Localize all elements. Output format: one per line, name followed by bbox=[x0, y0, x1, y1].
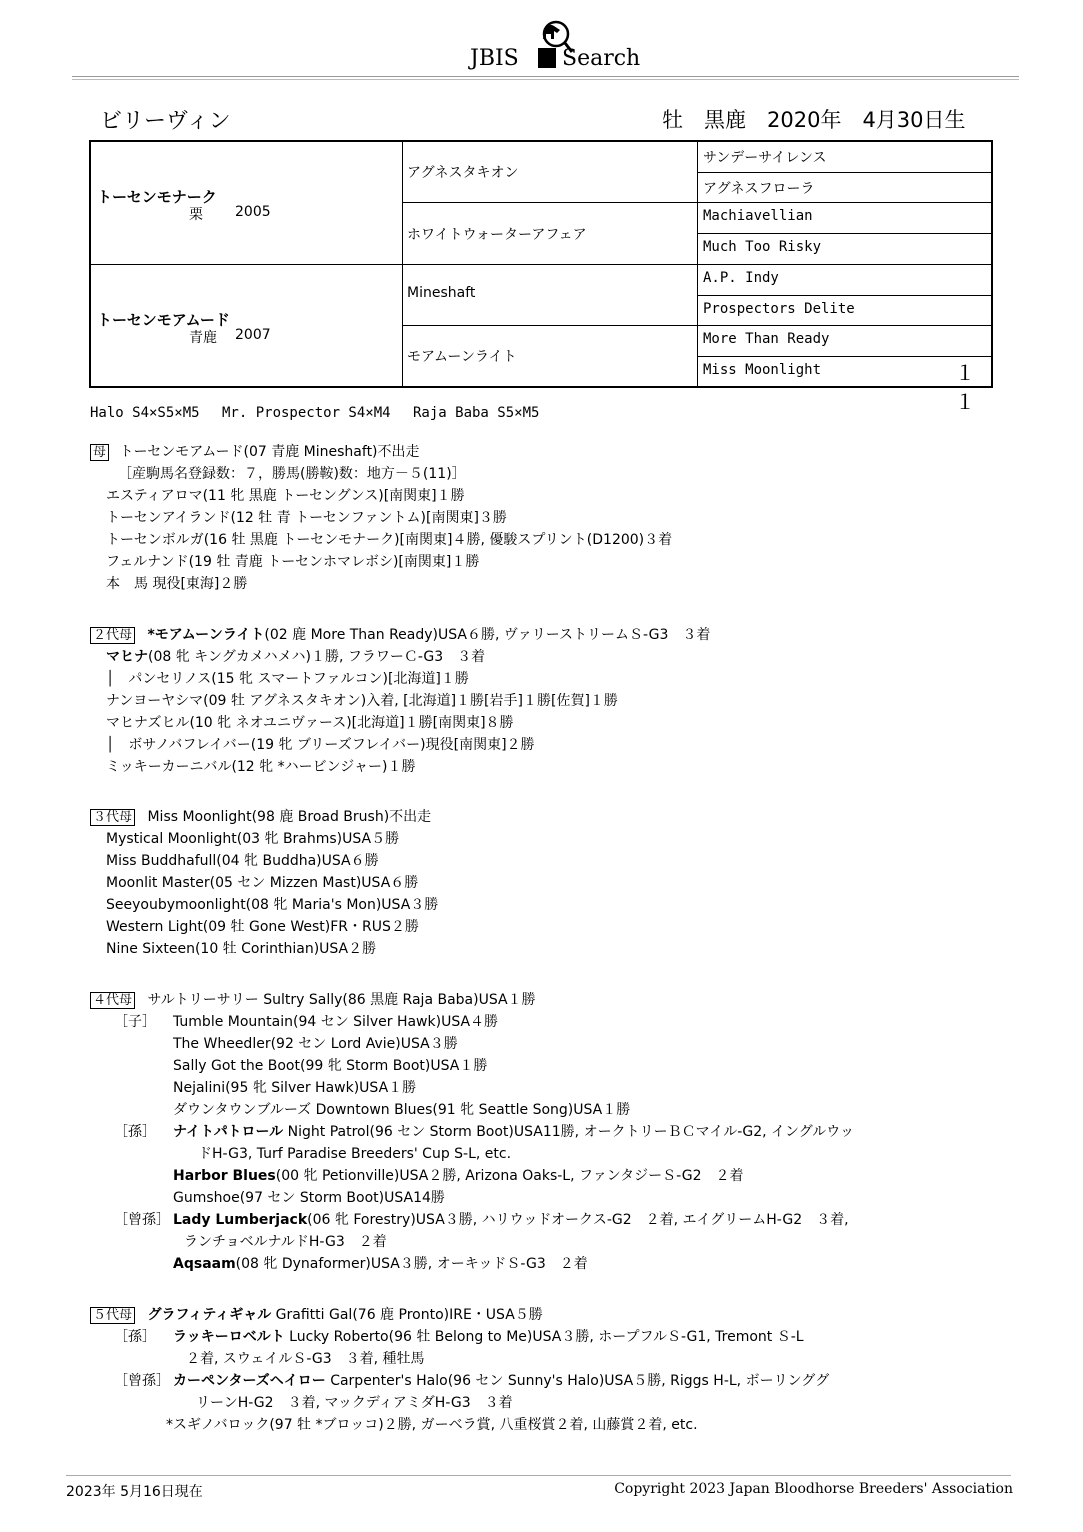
section-5th-dam bbox=[90, 1304, 543, 1324]
label-children: ［子］ bbox=[114, 1014, 156, 1030]
section-head: Grafitti Gal(76 鹿 Pronto)IRE・USA５勝 bbox=[271, 1307, 543, 1323]
gen3-name: サンデーサイレンス bbox=[703, 150, 827, 166]
list-item: フェルナンド(19 牡 青鹿 トーセンホマレボシ)[南関東]１勝 bbox=[106, 554, 480, 570]
section-3rd-dam bbox=[90, 806, 431, 826]
sire-name: トーセンモナーク bbox=[97, 188, 217, 206]
list-item: エスティアロマ(11 牝 黒鹿 トーセングンス)[南関東]１勝 bbox=[106, 488, 465, 504]
list-item-bold: Aqsaam bbox=[173, 1256, 236, 1272]
list-item bbox=[106, 646, 485, 666]
gen3-name: Miss Moonlight bbox=[703, 362, 822, 378]
section-2nd-dam bbox=[90, 624, 710, 644]
list-item-bold: ラッキーロベルト bbox=[173, 1329, 285, 1345]
list-item: │ ボサノバフレイバー(19 牝 ブリーズフレイバー)現役[南関東]２勝 bbox=[106, 737, 535, 753]
label-great-grandchildren: ［曾孫］ bbox=[114, 1373, 170, 1389]
list-item-text: Carpenter's Halo(96 セン Sunny's Halo)USA５勝, Riggs H-L, ボーリンググ bbox=[325, 1373, 830, 1389]
list-item: ナンヨーヤシマ(09 牡 アグネスタキオン)入着, [北海道]１勝[岩手]１勝[佐賀]１勝 bbox=[106, 693, 618, 709]
list-item: │ パンセリノス(15 牝 スマートファルコン)[北海道]１勝 bbox=[106, 671, 469, 687]
list-item: 本 馬 現役[東海]２勝 bbox=[106, 576, 248, 592]
list-item-bold: カーペンターズヘイロー bbox=[173, 1373, 326, 1389]
sire-year: 2005 bbox=[235, 204, 271, 220]
pedigree-sire-cell bbox=[91, 142, 403, 265]
pedigree-gen2-cell bbox=[403, 142, 698, 203]
section-4th-dam bbox=[90, 989, 536, 1009]
list-item-bold: マヒナ bbox=[106, 649, 148, 665]
gen2-name: ホワイトウォーターアフェア bbox=[407, 227, 587, 243]
horse-birth-info: 牡 黒鹿 2020年 4月30日生 bbox=[662, 108, 966, 132]
logo-text-jbis: JBIS bbox=[470, 46, 519, 71]
section-head-bold: グラフィティギャル bbox=[147, 1307, 272, 1323]
label-grandchildren: ［孫］ bbox=[114, 1124, 156, 1140]
pedigree-gen2-cell bbox=[403, 265, 698, 326]
pedigree-gen3-cell bbox=[698, 173, 991, 203]
list-item-text: Lucky Roberto(96 牡 Belong to Me)USA３勝, ホープフルＳ-G1, Tremont Ｓ-L bbox=[284, 1329, 804, 1345]
list-item: トーセンアイランド(12 牡 青 トーセンファントム)[南関東]３勝 bbox=[106, 510, 507, 526]
footer-divider bbox=[66, 1475, 1011, 1476]
list-item-text: (08 牝 キングカメハメハ)１勝, フラワーＣ-G3 ３着 bbox=[148, 649, 486, 665]
pedigree-gen3-cell bbox=[698, 234, 991, 265]
section-tag: ２代母 bbox=[90, 627, 135, 644]
gen3-name: A.P. Indy bbox=[703, 270, 779, 286]
section-head-bold: *モアムーンライト bbox=[147, 627, 265, 643]
section-tag: ３代母 bbox=[90, 809, 135, 826]
header-divider bbox=[72, 76, 1019, 77]
list-item-text: (08 牝 Dynaformer)USA３勝, オーキッドＳ-G3 ２着 bbox=[235, 1256, 588, 1272]
label-grandchildren: ［孫］ bbox=[114, 1329, 156, 1345]
horse-name: ビリーヴィン bbox=[100, 109, 231, 134]
pedigree-gen3-cell bbox=[698, 203, 991, 234]
section-tag: ４代母 bbox=[90, 992, 135, 1009]
list-item: ダウンタウンブルーズ Downtown Blues(91 牝 Seattle Song)USA１勝 bbox=[173, 1102, 631, 1118]
list-item: マヒナズヒル(10 牝 ネオユニヴァース)[北海道]１勝[南関東]８勝 bbox=[106, 715, 514, 731]
list-item: Nejalini(95 牝 Silver Hawk)USA１勝 bbox=[173, 1080, 417, 1096]
gen2-name: モアムーンライト bbox=[407, 349, 517, 365]
list-item: Nine Sixteen(10 牡 Corinthian)USA２勝 bbox=[106, 941, 377, 957]
dam-color: 青鹿 bbox=[189, 330, 217, 346]
list-item: The Wheedler(92 セン Lord Avie)USA３勝 bbox=[173, 1036, 458, 1052]
list-item bbox=[173, 1326, 804, 1346]
gen3-name: More Than Ready bbox=[703, 331, 830, 347]
list-item bbox=[173, 1370, 829, 1390]
list-item-bold: Lady Lumberjack bbox=[173, 1212, 308, 1228]
list-item: ［産駒馬名登録数：７，勝馬(勝鞍)数：地方－５(11)］ bbox=[118, 466, 466, 482]
inbreeding-note: Halo S4×S5×M5 Mr. Prospector S4×M4 Raja Baba S5×M5 bbox=[90, 405, 540, 421]
gen2-name: Mineshaft bbox=[407, 285, 476, 301]
pedigree-gen3-cell bbox=[698, 296, 991, 326]
jbis-search-logo bbox=[470, 18, 641, 74]
list-item-continued: ドH-G3, Turf Paradise Breeders' Cup S-L, etc. bbox=[198, 1146, 512, 1162]
header-divider-secondary bbox=[72, 79, 1019, 80]
list-item-continued: リーンH-G2 ３着, マックディアミダH-G3 ３着 bbox=[196, 1395, 513, 1411]
family-number: １１ bbox=[955, 361, 975, 414]
list-item bbox=[173, 1121, 854, 1141]
section-dam bbox=[90, 441, 420, 461]
dam-name: トーセンモアムード bbox=[97, 311, 230, 329]
pedigree-gen3-cell bbox=[698, 265, 991, 296]
list-item-text: (06 牝 Forestry)USA３勝, ハリウッドオークス-G2 ２着, エイグリームH-G2 ３着, bbox=[307, 1212, 849, 1228]
section-tag: ５代母 bbox=[90, 1307, 135, 1324]
pedigree-dam-cell bbox=[91, 265, 403, 386]
section-head: サルトリーサリー Sultry Sally(86 黒鹿 Raja Baba)USA１勝 bbox=[147, 992, 536, 1008]
list-item: Tumble Mountain(94 セン Silver Hawk)USA４勝 bbox=[173, 1014, 499, 1030]
list-item-bold: ナイトパトロール bbox=[173, 1124, 284, 1140]
gen2-name: アグネスタキオン bbox=[407, 165, 519, 181]
section-tag: 母 bbox=[90, 444, 109, 461]
footer-date: 2023年 5月16日現在 bbox=[66, 1484, 203, 1500]
list-item-text: (00 牝 Petionville)USA２勝, Arizona Oaks-L, ファンタジーＳ-G2 ２着 bbox=[275, 1168, 744, 1184]
list-item: ミッキーカーニバル(12 牝 *ハービンジャー)１勝 bbox=[106, 759, 416, 775]
pedigree-gen3-cell bbox=[698, 326, 991, 357]
list-item: Seeyoubymoonlight(08 牝 Maria's Mon)USA３勝 bbox=[106, 897, 439, 913]
list-item: Miss Buddhafull(04 牝 Buddha)USA６勝 bbox=[106, 853, 379, 869]
list-item-bold: Harbor Blues bbox=[173, 1168, 276, 1184]
section-head: トーセンモアムード(07 青鹿 Mineshaft)不出走 bbox=[119, 444, 420, 460]
dam-year: 2007 bbox=[235, 327, 271, 343]
list-item: Moonlit Master(05 セン Mizzen Mast)USA６勝 bbox=[106, 875, 419, 891]
pedigree-gen2-cell bbox=[403, 203, 698, 265]
pedigree-gen3-cell bbox=[698, 357, 991, 386]
label-great-grandchildren: ［曾孫］ bbox=[114, 1212, 170, 1228]
list-item: Western Light(09 牡 Gone West)FR・RUS２勝 bbox=[106, 919, 419, 935]
section-head: Miss Moonlight(98 鹿 Broad Brush)不出走 bbox=[147, 809, 432, 825]
list-item bbox=[173, 1209, 849, 1229]
section-head: (02 鹿 More Than Ready)USA６勝, ヴァリーストリームＳ-G3 ３着 bbox=[264, 627, 711, 643]
footer-copyright: Copyright 2023 Japan Bloodhorse Breeders' Association bbox=[614, 1481, 1013, 1497]
list-item: トーセンボルガ(16 牡 黒鹿 トーセンモナーク)[南関東]４勝, 優駿スプリント(D1200)３着 bbox=[106, 532, 673, 548]
list-item-continued: ２着, スウェイルＳ-G3 ３着, 種牡馬 bbox=[186, 1351, 425, 1367]
pedigree-gen3-cell bbox=[698, 142, 991, 173]
gen3-name: Prospectors Delite bbox=[703, 301, 855, 317]
pedigree-gen2-cell bbox=[403, 326, 698, 386]
list-item bbox=[173, 1253, 588, 1273]
list-item: Gumshoe(97 セン Storm Boot)USA14勝 bbox=[173, 1190, 445, 1206]
sire-color: 栗 bbox=[189, 207, 203, 223]
list-item bbox=[173, 1165, 744, 1185]
list-item: *スギノバロック(97 牡 *ブロッコ)２勝, ガーベラ賞, 八重桜賞２着, 山藤賞２着, etc. bbox=[166, 1417, 698, 1433]
list-item: Sally Got the Boot(99 牝 Storm Boot)USA１勝 bbox=[173, 1058, 488, 1074]
list-item-text: Night Patrol(96 セン Storm Boot)USA11勝, オークトリーＢＣマイル-G2, イングルウッ bbox=[283, 1124, 855, 1140]
gen3-name: Much Too Risky bbox=[703, 239, 822, 255]
logo-text-search: Search bbox=[562, 46, 641, 71]
gen3-name: Machiavellian bbox=[703, 208, 813, 224]
list-item-continued: ランチョベルナルドH-G3 ２着 bbox=[184, 1234, 387, 1250]
gen3-name: アグネスフローラ bbox=[703, 181, 815, 197]
list-item: Mystical Moonlight(03 牝 Brahms)USA５勝 bbox=[106, 831, 400, 847]
